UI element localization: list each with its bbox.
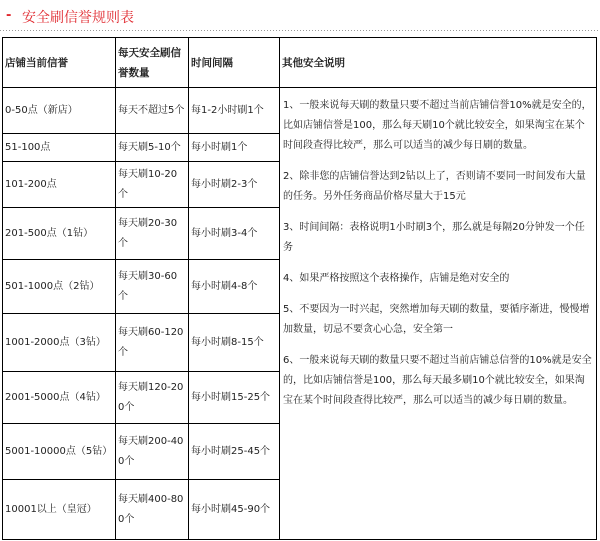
quantity-cell: 每天不超过5个 bbox=[116, 88, 189, 134]
table-row bbox=[3, 88, 597, 134]
interval-cell: 每小时刷8-15个 bbox=[189, 314, 280, 372]
credit-cell: 0-50点（新店） bbox=[3, 88, 116, 134]
header-credit: 店铺当前信誉 bbox=[3, 38, 116, 88]
title-marker: - bbox=[6, 8, 12, 23]
interval-cell: 每小时刷2-3个 bbox=[189, 162, 280, 208]
credit-cell: 2001-5000点（4钻） bbox=[3, 372, 116, 424]
interval-cell: 每小时刷45-90个 bbox=[189, 480, 280, 540]
header-interval: 时间间隔 bbox=[189, 38, 280, 88]
note-item: 3、时间间隔：表格说明1小时刷3个，那么就是每隔20分钟发一个任务 bbox=[283, 222, 585, 253]
interval-cell: 每小时刷1个 bbox=[189, 134, 280, 162]
header-notes: 其他安全说明 bbox=[280, 38, 597, 88]
quantity-cell: 每天刷120-200个 bbox=[116, 372, 189, 424]
quantity-cell: 每天刷30-60个 bbox=[116, 260, 189, 314]
credit-cell: 10001以上（皇冠） bbox=[3, 480, 116, 540]
credit-cell: 501-1000点（2钻） bbox=[3, 260, 116, 314]
title-divider bbox=[0, 30, 600, 31]
interval-cell: 每小时刷15-25个 bbox=[189, 372, 280, 424]
note-item: 6、一般来说每天刷的数量只要不超过当前店铺总信誉的10%就是安全的，比如店铺信誉是100，那么每天最多刷10个就比较安全，如果淘宝在某个时间段查得比较严，那么可以适当的减少每日刷的数量。 bbox=[283, 355, 592, 406]
interval-cell: 每小时刷4-8个 bbox=[189, 260, 280, 314]
page-title: 安全刷信誉规则表 bbox=[22, 10, 134, 26]
quantity-cell: 每天刷5-10个 bbox=[116, 134, 189, 162]
note-item: 5、不要因为一时兴起，突然增加每天刷的数量，要循序渐进，慢慢增加数量，切忌不要贪心心急，安全第一 bbox=[283, 304, 590, 335]
quantity-cell: 每天刷400-800个 bbox=[116, 480, 189, 540]
quantity-cell: 每天刷200-400个 bbox=[116, 424, 189, 480]
interval-cell: 每小时刷3-4个 bbox=[189, 208, 280, 260]
credit-cell: 5001-10000点（5钻） bbox=[3, 424, 116, 480]
credit-cell: 201-500点（1钻） bbox=[3, 208, 116, 260]
credit-cell: 101-200点 bbox=[3, 162, 116, 208]
quantity-cell: 每天刷60-120个 bbox=[116, 314, 189, 372]
table-header-row bbox=[3, 38, 597, 88]
credit-cell: 1001-2000点（3钻） bbox=[3, 314, 116, 372]
quantity-cell: 每天刷10-20个 bbox=[116, 162, 189, 208]
title-bar bbox=[0, 0, 600, 31]
quantity-cell: 每天刷20-30个 bbox=[116, 208, 189, 260]
safety-notes bbox=[280, 88, 597, 540]
interval-cell: 每小时刷25-45个 bbox=[189, 424, 280, 480]
credit-cell: 51-100点 bbox=[3, 134, 116, 162]
interval-cell: 每1-2小时刷1个 bbox=[189, 88, 280, 134]
note-item: 4、如果严格按照这个表格操作，店铺是绝对安全的 bbox=[283, 273, 510, 284]
credit-rules-table bbox=[2, 37, 597, 540]
note-item: 2、除非您的店铺信誉达到2钻以上了，否则请不要同一时间发布大量的任务。另外任务商品价格尽量大于15元 bbox=[283, 171, 586, 202]
header-quantity: 每天安全刷信誉数量 bbox=[116, 38, 189, 88]
note-item: 1、一般来说每天刷的数量只要不超过当前店铺信誉10%就是安全的，比如店铺信誉是100，那么每天刷10个就比较安全，如果淘宝在某个时间段查得比较严，那么可以适当的减少每日刷的数量。 bbox=[283, 100, 592, 151]
